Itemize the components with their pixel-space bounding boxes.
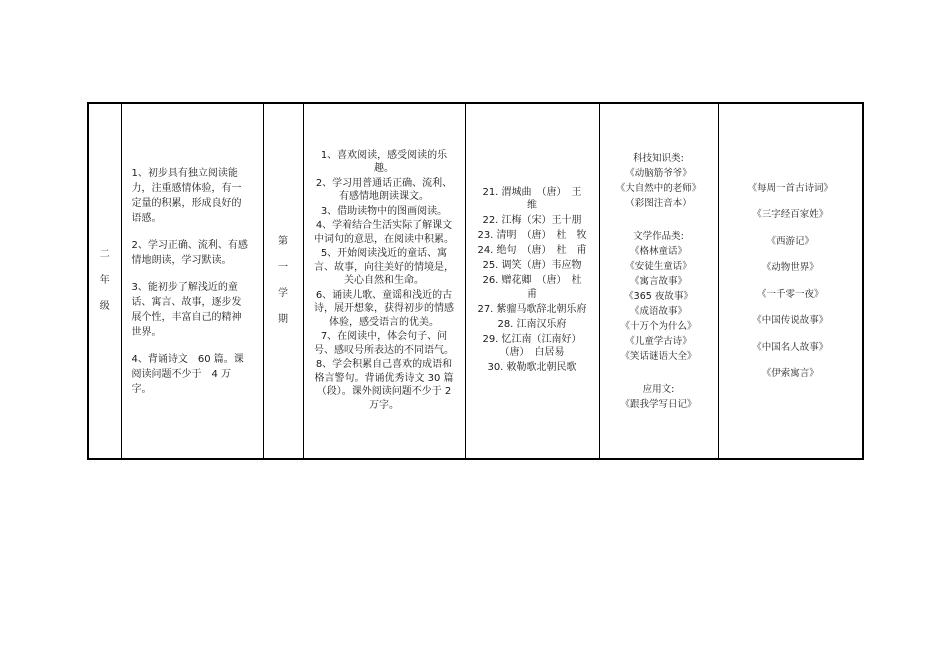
book-item: 《中国名人故事》 — [752, 341, 829, 353]
book-item: 《中国传说故事》 — [752, 315, 829, 327]
book-item: 《三字经百家姓》 — [752, 209, 829, 221]
content-item: 4、学着结合生活实际了解课文中词句的意思，在阅读中积累。 — [314, 220, 454, 245]
goal-item: 4、背诵诗文 60 篇。课阅读问题不少于 4 万字。 — [131, 353, 244, 395]
reading-item: 《儿童学古诗》 — [625, 335, 692, 347]
content-item: 1、喜欢阅读，感受阅读的乐趣。 — [320, 149, 448, 175]
poem-item: 29. 忆江南（江南好）（唐） 白居易 — [482, 333, 582, 359]
reading-item: 《十万个为什么》 — [620, 320, 697, 332]
reading-group-heading: 文学作品类: — [633, 230, 684, 242]
poem-item: 23. 清明 （唐） 杜 牧 — [477, 230, 587, 242]
reading-group-science — [604, 151, 714, 211]
poem-item: 26. 赠花卿 （唐） 杜 甫 — [482, 275, 592, 300]
grade-cell — [88, 103, 121, 459]
reading-group-heading: 科技知识类: — [633, 152, 684, 164]
reading-item: 《格林童话》 — [629, 245, 687, 257]
poem-item: 27. 紫骝马歌辞北朝乐府 — [477, 303, 587, 315]
content-item: 2、学习用普通话正确、流利、有感情地朗读课文。 — [315, 177, 453, 203]
reading-item: 《寓言故事》 — [629, 275, 687, 287]
goals-cell — [121, 103, 263, 459]
book-item: 《西游记》 — [766, 235, 814, 247]
goal-item: 1、初步具有独立阅读能力，注重感情体验，有一定量的积累，形成良好的语感。 — [131, 167, 242, 224]
table-row — [88, 103, 863, 459]
poem-item: 21. 渭城曲 （唐） 王 维 — [482, 186, 592, 212]
content-item: 3、借助读物中的图画阅读。 — [320, 205, 448, 217]
poem-item: 30. 敕勒歌北朝民歌 — [487, 362, 577, 374]
grade-label: 二 年 级 — [99, 249, 110, 312]
reading-group-practical — [604, 382, 714, 412]
reading-item: 《安徒生童话》 — [625, 260, 692, 272]
content-item: 8、学会积累自己喜欢的成语和格言警句。背诵优秀诗文 30 篇（段）。课外阅读问题不少于 2 万字。 — [314, 359, 454, 411]
book-item: 《一千零一夜》 — [756, 288, 824, 300]
book-item: 《每周一首古诗词》 — [747, 182, 833, 194]
reading-group-literature — [604, 229, 714, 364]
term-label: 第 一 学 期 — [278, 236, 288, 325]
poems-cell — [465, 103, 599, 459]
book-item: 《伊索寓言》 — [761, 368, 819, 380]
reading-item: 《365 夜故事》 — [624, 290, 693, 302]
curriculum-table — [87, 102, 864, 460]
books-cell — [718, 103, 863, 459]
reading-item: 《跟我学写日记》 — [620, 398, 697, 410]
content-cell — [303, 103, 465, 459]
poem-item: 22. 江梅（宋）王十朋 — [482, 215, 582, 227]
goal-item: 2、学习正确、流利、有感情地朗读，学习默读。 — [131, 239, 248, 266]
poem-item: 24. 绝句 （唐） 杜 甫 — [477, 245, 587, 257]
book-item: 《动物世界》 — [761, 262, 819, 274]
content-item: 7、在阅读中，体会句子、问号、感叹号所表达的不同语气。 — [314, 331, 454, 356]
goal-item: 3、能初步了解浅近的童话、寓言、故事，逐步发展个性，丰富自己的精神世界。 — [131, 281, 242, 338]
reading-item: 《成语故事》 — [629, 305, 687, 317]
reading-group-heading: 应用文: — [642, 383, 675, 395]
content-item: 6、诵读儿歌、童谣和浅近的古诗，展开想象，获得初步的情感体验，感受语言的优美。 — [314, 289, 454, 328]
poem-item: 25. 调笑（唐）韦应物 — [482, 260, 582, 272]
reading-item: 《大自然中的老师》 — [615, 182, 702, 194]
reading-cell — [599, 103, 718, 459]
poem-item: 28. 江南汉乐府 — [497, 318, 567, 330]
reading-item: 《笑话谜语大全》 — [620, 350, 697, 362]
reading-item: （彩图注音本） — [625, 197, 692, 209]
term-cell — [263, 103, 303, 459]
content-item: 5、开始阅读浅近的童话、寓言、故事，向往美好的情境是，关心自然和生命。 — [314, 248, 454, 287]
reading-item: 《动脑筋爷爷》 — [625, 167, 692, 179]
